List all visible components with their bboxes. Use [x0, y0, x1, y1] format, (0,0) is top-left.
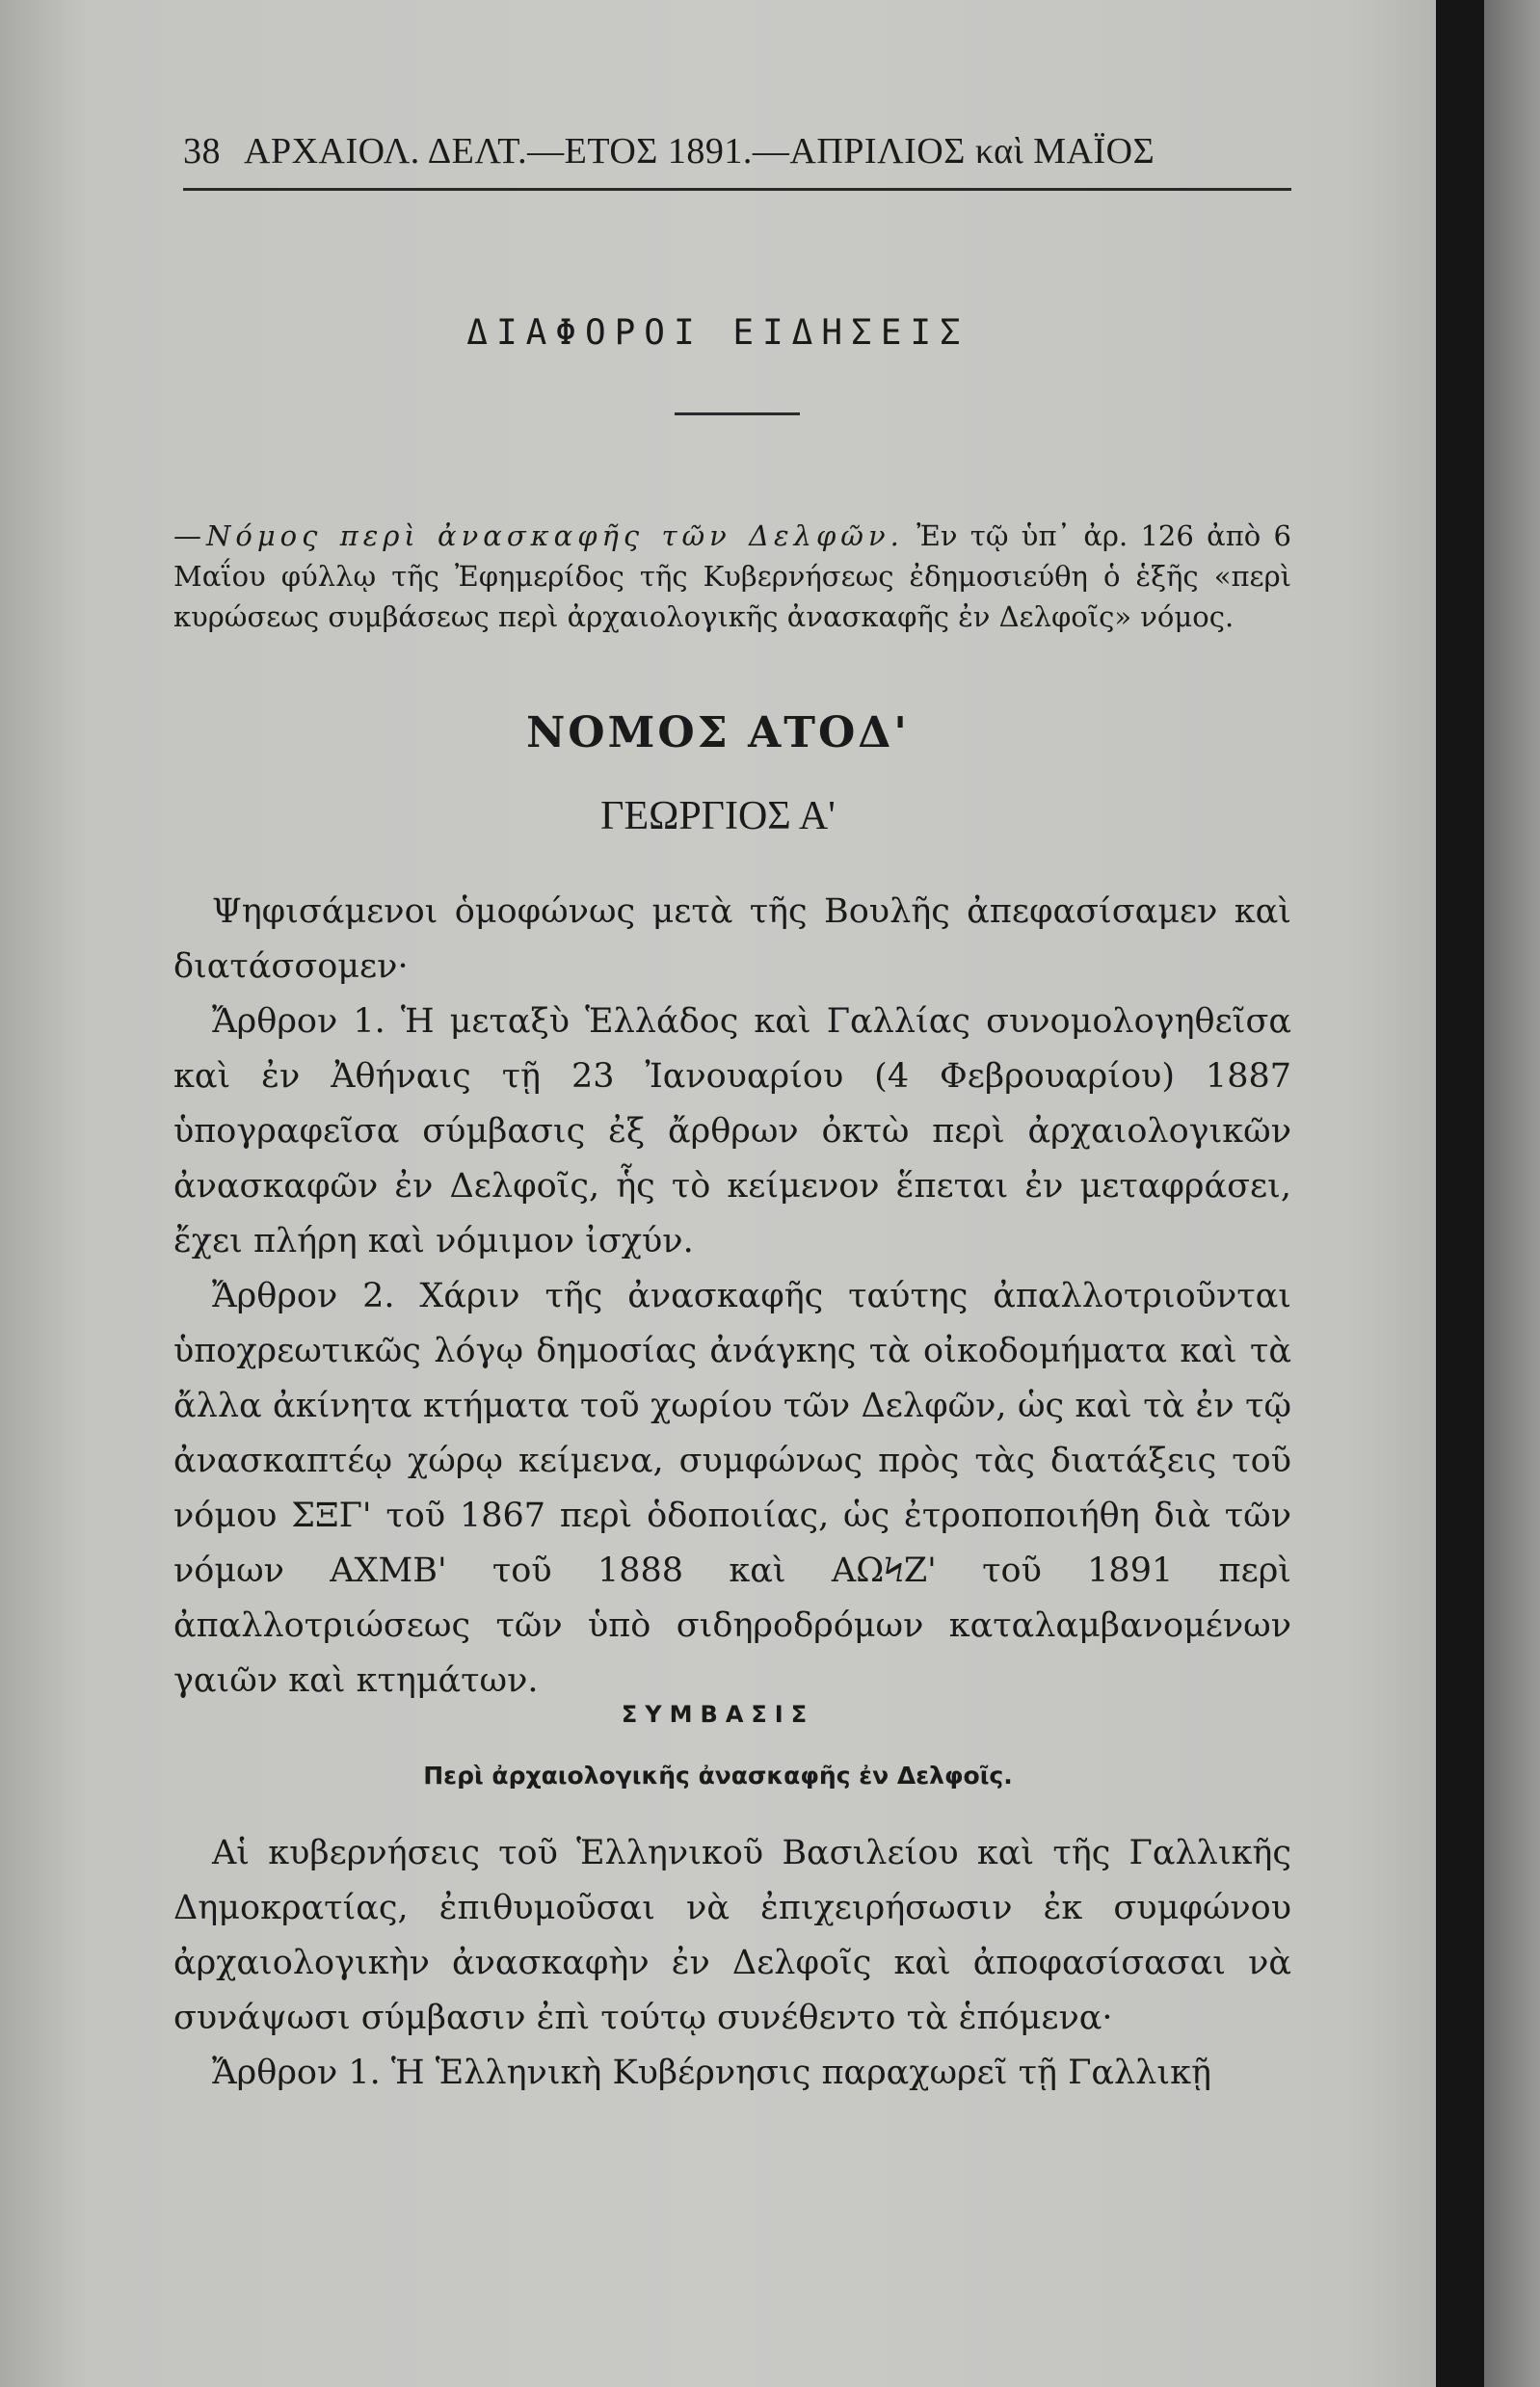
- law-title: ΝΟΜΟΣ ΑΤΟΔ': [526, 708, 910, 757]
- law-article-1: Ἄρθρον 1. Ἡ μεταξὺ Ἑλλάδος καὶ Γαλλίας συνομολογηθεῖσα καὶ ἐν Ἀθήναις τῇ 23 Ἰανουαρίου (4 Φεβρουαρίου) 1887 ὑπογραφεῖσα σύμβασις ἐξ ἄρθρων ὀκτὼ περὶ ἀρχαιολογικῶν ἀνασκαφῶν ἐν Δελφοῖς, ἧς τὸ κείμενον ἕπεται ἐν μεταφράσει, ἔχει πλήρη καὶ νόμιμον ἰσχύν.: [173, 1002, 1291, 1260]
- law-body: [173, 885, 1291, 1709]
- facing-page-edge: [1484, 0, 1540, 2387]
- convention-preamble: Αἱ κυβερνήσεις τοῦ Ἑλληνικοῦ Βασιλείου καὶ τῆς Γαλλικῆς Δημοκρατίας, ἐπιθυμοῦσαι νὰ ἐπιχειρήσωσιν ἐκ συμφώνου ἀρχαιολογικὴν ἀνασκαφὴν ἐν Δελφοῖς καὶ ἀποφασίσασαι νὰ συνάψωσι σύμβασιν ἐπὶ τούτῳ συνέθεντο τὰ ἑπόμενα·: [173, 1834, 1291, 2037]
- page-number: 38: [183, 131, 221, 172]
- intro-paragraph: [173, 516, 1291, 637]
- book-gutter: [1436, 0, 1484, 2387]
- convention-article-1: Ἄρθρον 1. Ἡ Ἑλληνικὴ Κυβέρνησις παραχωρεῖ τῇ Γαλλικῇ: [212, 2054, 1211, 2092]
- intro-text: Ἐν τῷ ὑπ᾽ ἀρ. 126 ἀπὸ 6 Μαΐου φύλλῳ τῆς Ἐφημερίδος τῆς Κυβερνήσεως ἐδημοσιεύθη ὁ ἑξῆς «περὶ κυρώσεως συμβάσεως περὶ ἀρχαιολογικῆς ἀνασκαφῆς ἐν Δελφοῖς» νόμος.: [173, 519, 1292, 633]
- intro-lead: —Νόμος περὶ ἀνασκαφῆς τῶν Δελφῶν.: [173, 519, 904, 552]
- law-preamble: Ψηφισάμενοι ὁμοφώνως μετὰ τῆς Βουλῆς ἀπεφασίσαμεν καὶ διατάσσομεν·: [173, 892, 1291, 986]
- running-header: [183, 130, 1291, 172]
- running-title: ΑΡΧΑΙΟΛ. ΔΕΛΤ.—ΕΤΟΣ 1891.—ΑΠΡΙΛΙΟΣ καὶ ΜΑΪΟΣ: [244, 131, 1155, 172]
- convention-body: [173, 1826, 1291, 2101]
- king-name: ΓΕΩΡΓΙΟΣ Α': [600, 794, 836, 838]
- law-article-2: Ἄρθρον 2. Χάριν τῆς ἀνασκαφῆς ταύτης ἀπαλλοτριοῦνται ὑποχρεωτικῶς λόγῳ δημοσίας ἀνάγκης τὰ οἰκοδομήματα καὶ τὰ ἄλλα ἀκίνητα κτήματα τοῦ χωρίου τῶν Δελφῶν, ὡς καὶ τὰ ἐν τῷ ἀνασκαπτέῳ χώρῳ κείμενα, συμφώνως πρὸς τὰς διατάξεις τοῦ νόμου ΣΞΓ' τοῦ 1867 περὶ ὁδοποιίας, ὡς ἐτροποποιήθη διὰ τῶν νόμων ΑΧΜΒ' τοῦ 1888 καὶ ΑΩϞΖ' τοῦ 1891 περὶ ἀπαλλοτριώσεως τῶν ὑπὸ σιδηροδρόμων καταλαμβανομένων γαιῶν καὶ κτημάτων.: [173, 1277, 1291, 1700]
- convention-subtitle: Περὶ ἀρχαιολογικῆς ἀνασκαφῆς ἐν Δελφοῖς.: [423, 1762, 1013, 1790]
- convention-title: ΣΥΜΒΑΣΙΣ: [621, 1701, 815, 1728]
- section-title: ΔΙΑΦΟΡΟΙ ΕΙΔΗΣΕΙΣ: [466, 313, 969, 353]
- header-rule: [183, 188, 1291, 191]
- section-divider: [675, 412, 800, 415]
